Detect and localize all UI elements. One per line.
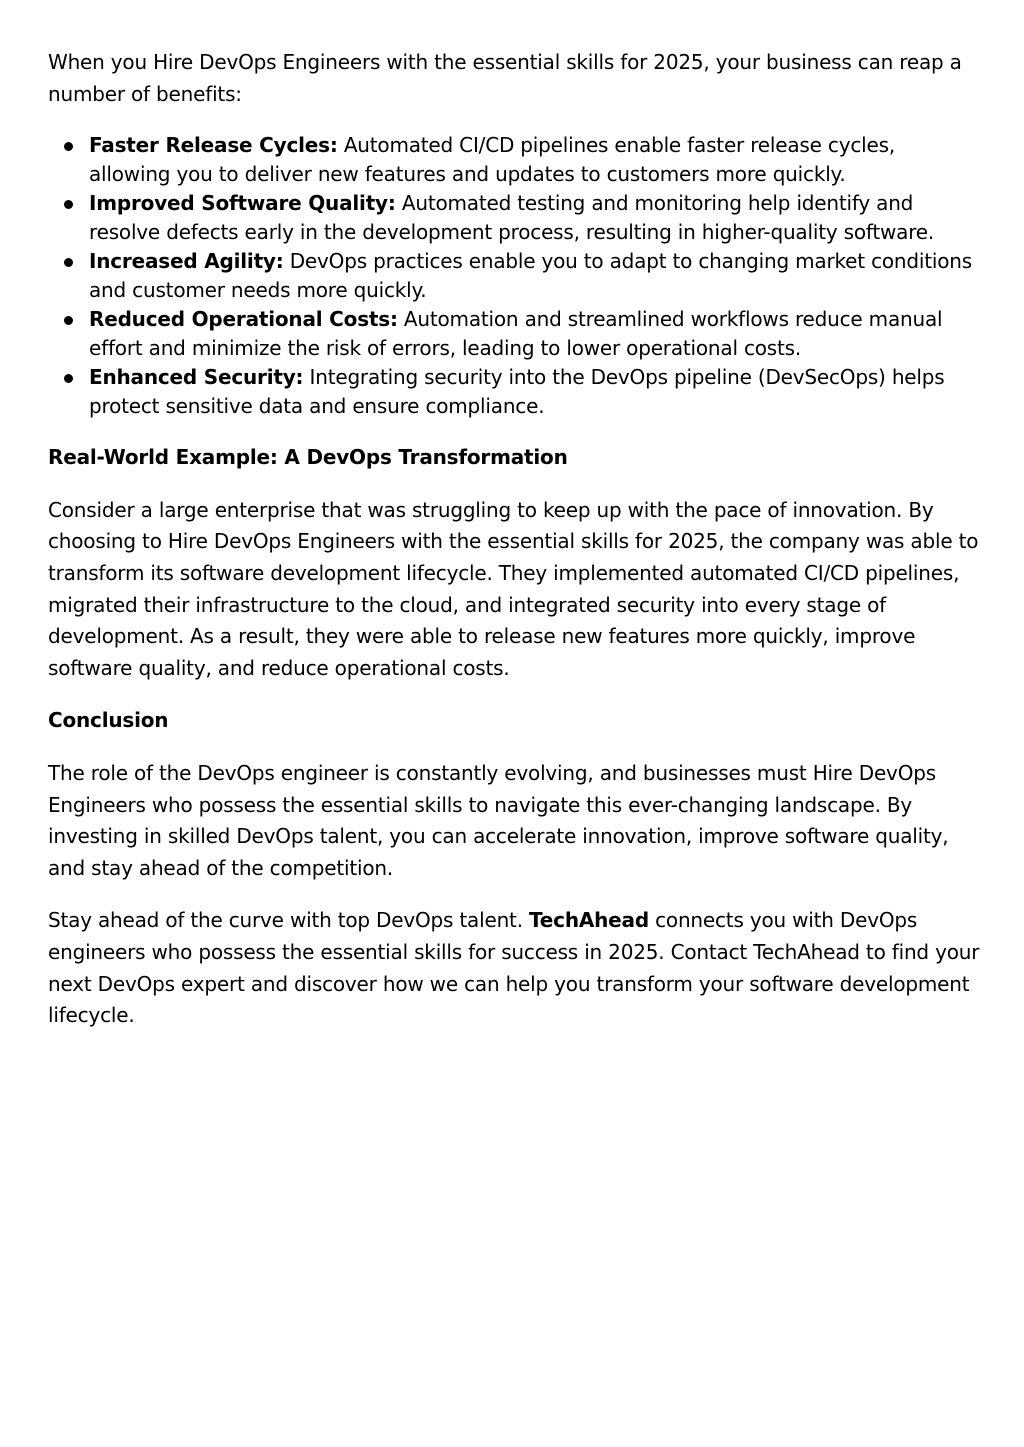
benefit-term: Reduced Operational Costs: (89, 307, 398, 332)
cta-rest: connects you with DevOps engineers who possess the essential skills for success in 2025. Contact TechAhead to find your next DevOps expert and discover how we can help you transform your software development lifecycle. (48, 908, 980, 1028)
document-page (48, 47, 980, 1053)
list-item (48, 305, 980, 363)
example-paragraph: Consider a large enterprise that was struggling to keep up with the pace of innovation. By choosing to Hire DevOps Engineers with the essential skills for 2025, the company was able to transform its software development lifecycle. They implemented automated CI/CD pipelines, migrated their infrastructure to the cloud, and integrated security into every stage of development. As a result, they were able to release new features more quickly, improve software quality, and reduce operational costs. (48, 497, 979, 680)
bullet-icon (64, 258, 73, 267)
bullet-icon (64, 142, 73, 151)
benefit-term: Increased Agility: (89, 249, 284, 274)
cta-lead: Stay ahead of the curve with top DevOps talent. (48, 908, 530, 933)
bullet-icon (64, 200, 73, 209)
benefit-term: Improved Software Quality: (89, 191, 396, 216)
conclusion-heading: Conclusion (48, 708, 169, 733)
benefit-term: Enhanced Security: (89, 365, 304, 390)
benefit-text: Integrating security into the DevOps pipeline (DevSecOps) helps protect sensitive data and ensure compliance. (89, 365, 945, 419)
example-heading: Real-World Example: A DevOps Transformation (48, 445, 568, 470)
list-item (48, 247, 980, 305)
benefit-text: DevOps practices enable you to adapt to changing market conditions and customer needs more quickly. (89, 249, 972, 303)
bullet-icon (64, 316, 73, 325)
benefit-term: Faster Release Cycles: (89, 133, 338, 158)
cta-paragraph (48, 905, 980, 1031)
bullet-icon (64, 374, 73, 383)
list-item (48, 363, 980, 421)
conclusion-paragraph: The role of the DevOps engineer is constantly evolving, and businesses must Hire DevOps Engineers who possess the essential skills to navigate this ever-changing landscape. By investing in skilled DevOps talent, you can accelerate innovation, improve software quality, and stay ahead of the competition. (48, 760, 949, 880)
benefit-text: Automation and streamlined workflows reduce manual effort and minimize the risk of errors, leading to lower operational costs. (89, 307, 943, 361)
brand-name: TechAhead (529, 908, 649, 933)
list-item (48, 189, 980, 247)
benefit-text: Automated CI/CD pipelines enable faster release cycles, allowing you to deliver new features and updates to customers more quickly. (89, 133, 895, 187)
benefit-text: Automated testing and monitoring help identify and resolve defects early in the development process, resulting in higher-quality software. (89, 191, 935, 245)
intro-paragraph: When you Hire DevOps Engineers with the essential skills for 2025, your business can reap a number of benefits: (48, 50, 962, 106)
list-item (48, 131, 980, 189)
benefits-list (48, 131, 980, 421)
